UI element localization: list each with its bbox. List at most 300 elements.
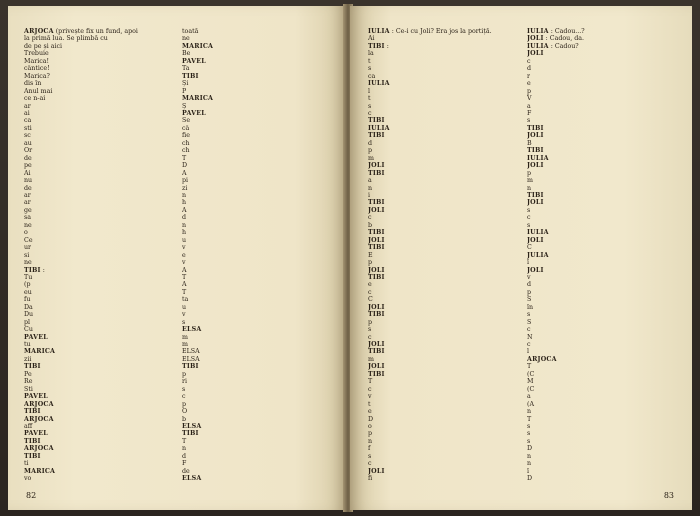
dialogue-text: u — [182, 236, 187, 244]
dialogue-text: d — [368, 139, 373, 147]
dialogue-line — [527, 73, 678, 80]
dialogue-text: de — [24, 184, 32, 192]
dialogue-text: c — [527, 326, 531, 334]
dialogue-text: Du — [24, 311, 34, 319]
dialogue-text: (C — [527, 370, 535, 378]
dialogue-text: F — [527, 109, 532, 117]
dialogue-line — [368, 401, 519, 408]
dialogue-line — [368, 140, 519, 147]
dialogue-text: : — [386, 42, 389, 50]
dialogue-text: au — [24, 139, 32, 147]
dialogue-text: P — [182, 87, 187, 95]
dialogue-line — [24, 356, 174, 363]
dialogue-line — [368, 162, 519, 169]
dialogue-line — [368, 378, 519, 385]
dialogue-text: sc — [24, 132, 31, 140]
dialogue-text: C — [527, 244, 532, 252]
dialogue-text: n — [182, 191, 187, 199]
dialogue-text: vo — [24, 475, 32, 480]
dialogue-text: d — [182, 214, 187, 222]
dialogue-line — [368, 371, 519, 378]
speaker-name: IULIA — [368, 124, 390, 132]
dialogue-text: S — [527, 296, 532, 304]
dialogue-text: p — [527, 288, 532, 296]
dialogue-line — [24, 363, 174, 370]
dialogue-line — [527, 334, 678, 341]
dialogue-line — [182, 453, 332, 460]
dialogue-text: m — [368, 154, 374, 162]
dialogue-line — [182, 50, 332, 57]
dialogue-text: n — [527, 452, 532, 460]
dialogue-line — [182, 289, 332, 296]
dialogue-text: ne — [182, 35, 190, 43]
dialogue-line — [182, 334, 332, 341]
dialogue-line — [527, 319, 678, 326]
dialogue-text: D — [182, 162, 188, 170]
dialogue-line — [527, 341, 678, 348]
dialogue-text: ur — [24, 244, 32, 252]
dialogue-line — [527, 304, 678, 311]
speaker-name: PAVEL — [182, 109, 206, 117]
dialogue-text: ai — [24, 109, 30, 117]
dialogue-line — [527, 80, 678, 87]
dialogue-line — [368, 296, 519, 303]
dialogue-line — [527, 356, 678, 363]
dialogue-text: Tu — [24, 273, 33, 281]
dialogue-line — [182, 438, 332, 445]
dialogue-line — [24, 199, 174, 206]
dialogue-line — [182, 140, 332, 147]
dialogue-text: m — [182, 341, 188, 349]
dialogue-line — [368, 348, 519, 355]
dialogue-text: n — [527, 184, 532, 192]
dialogue-text: l — [527, 348, 530, 356]
dialogue-line — [368, 453, 519, 460]
dialogue-line — [182, 475, 332, 480]
dialogue-line — [527, 95, 678, 102]
dialogue-line — [24, 244, 174, 251]
dialogue-line — [368, 438, 519, 445]
dialogue-text: i — [368, 191, 371, 199]
dialogue-line — [368, 103, 519, 110]
dialogue-text: Ce — [24, 236, 33, 244]
speaker-name: TIBI — [368, 117, 385, 125]
dialogue-line — [24, 147, 174, 154]
dialogue-text: A — [182, 281, 187, 289]
dialogue-text: u — [182, 303, 187, 311]
dialogue-line — [527, 445, 678, 452]
dialogue-text: t — [368, 400, 371, 408]
speaker-name: JOLI — [527, 50, 544, 58]
dialogue-text: : Cadou, da. — [545, 35, 585, 43]
dialogue-line — [182, 103, 332, 110]
dialogue-line — [368, 28, 519, 35]
dialogue-line — [24, 423, 174, 430]
dialogue-line — [527, 289, 678, 296]
dialogue-text: D — [527, 445, 533, 453]
dialogue-text: Marica? — [24, 72, 50, 80]
dialogue-text: c — [368, 385, 372, 393]
speaker-name: TIBI — [368, 169, 385, 177]
dialogue-line — [368, 416, 519, 423]
dialogue-line — [24, 267, 174, 274]
dialogue-line — [24, 453, 174, 460]
speaker-name: IULIA — [527, 42, 549, 50]
dialogue-line — [368, 35, 519, 42]
dialogue-text: la primă lua. Se plimbă cu — [24, 35, 108, 43]
dialogue-text: d — [527, 281, 532, 289]
dialogue-line — [24, 237, 174, 244]
dialogue-text: de — [182, 467, 190, 475]
dialogue-text: aff — [24, 423, 33, 431]
dialogue-line — [182, 386, 332, 393]
dialogue-line — [24, 132, 174, 139]
dialogue-text: de — [24, 154, 32, 162]
dialogue-line — [24, 430, 174, 437]
dialogue-line — [527, 423, 678, 430]
dialogue-line — [527, 460, 678, 467]
dialogue-line — [527, 65, 678, 72]
speaker-name: ELSA — [182, 326, 202, 334]
right-page-column-2 — [527, 28, 678, 480]
dialogue-line — [368, 244, 519, 251]
dialogue-text: a — [368, 177, 372, 185]
speaker-name: ARJOCA — [24, 28, 54, 35]
dialogue-line — [368, 170, 519, 177]
dialogue-line — [527, 371, 678, 378]
dialogue-line — [182, 237, 332, 244]
left-page-column-2 — [182, 28, 332, 480]
dialogue-text: d — [527, 65, 532, 73]
dialogue-line — [368, 95, 519, 102]
dialogue-line — [24, 304, 174, 311]
dialogue-text: C — [368, 296, 373, 304]
dialogue-line — [527, 453, 678, 460]
dialogue-text: f — [368, 445, 371, 453]
dialogue-text: ge — [24, 206, 32, 214]
dialogue-line — [527, 177, 678, 184]
dialogue-text: pl — [24, 318, 31, 326]
right-page-column-1 — [368, 28, 519, 480]
dialogue-line — [527, 468, 678, 475]
speaker-name: TIBI — [368, 244, 385, 252]
dialogue-text: c — [527, 341, 531, 349]
dialogue-text: ne — [24, 259, 32, 267]
dialogue-text: t — [368, 57, 371, 65]
dialogue-line — [182, 65, 332, 72]
dialogue-text: (privește fix un fund, apoi — [55, 28, 138, 35]
dialogue-text: sti — [24, 124, 32, 132]
dialogue-line — [24, 177, 174, 184]
dialogue-text: : Cadou? — [550, 42, 579, 50]
dialogue-line — [182, 170, 332, 177]
dialogue-line — [527, 311, 678, 318]
dialogue-text: n — [527, 408, 532, 416]
dialogue-text: b — [368, 221, 373, 229]
dialogue-line — [368, 475, 519, 480]
dialogue-text: ca — [24, 117, 32, 125]
speaker-name: JOLI — [368, 236, 385, 244]
dialogue-line — [527, 408, 678, 415]
dialogue-line — [182, 229, 332, 236]
dialogue-line — [527, 125, 678, 132]
dialogue-line — [368, 445, 519, 452]
speaker-name: MARICA — [24, 348, 56, 356]
dialogue-text: zi — [182, 184, 188, 192]
dialogue-line — [24, 80, 174, 87]
dialogue-line — [368, 222, 519, 229]
dialogue-text: d — [182, 452, 187, 460]
dialogue-line — [182, 80, 332, 87]
dialogue-line — [182, 95, 332, 102]
dialogue-text: c — [368, 288, 372, 296]
dialogue-text: n — [368, 437, 373, 445]
dialogue-text: Se — [182, 117, 191, 125]
dialogue-line — [182, 445, 332, 452]
dialogue-text: Ai — [24, 169, 31, 177]
dialogue-line — [368, 117, 519, 124]
dialogue-line — [24, 274, 174, 281]
dialogue-text: Pe — [24, 370, 32, 378]
dialogue-text: h — [182, 199, 187, 207]
dialogue-text: e — [182, 251, 186, 259]
dialogue-text: v — [527, 273, 531, 281]
dialogue-line — [527, 244, 678, 251]
dialogue-text: T — [182, 288, 187, 296]
dialogue-line — [527, 438, 678, 445]
dialogue-text: s — [527, 221, 531, 229]
dialogue-line — [182, 267, 332, 274]
dialogue-text: fi — [368, 475, 373, 480]
dialogue-line — [527, 475, 678, 480]
dialogue-line — [182, 43, 332, 50]
dialogue-text: D — [368, 415, 374, 423]
dialogue-text: T — [527, 363, 532, 371]
dialogue-line — [24, 192, 174, 199]
dialogue-line — [24, 378, 174, 385]
speaker-name: TIBI — [368, 370, 385, 378]
dialogue-text: ti — [24, 460, 29, 468]
dialogue-text: nu — [24, 177, 33, 185]
dialogue-text: Marica! — [24, 57, 50, 65]
dialogue-line — [24, 475, 174, 480]
dialogue-line — [24, 222, 174, 229]
speaker-name: PAVEL — [182, 57, 206, 65]
speaker-name: TIBI — [368, 348, 385, 356]
dialogue-line — [182, 35, 332, 42]
dialogue-text: v — [368, 393, 372, 401]
dialogue-line — [24, 117, 174, 124]
dialogue-line — [182, 326, 332, 333]
dialogue-line — [24, 311, 174, 318]
dialogue-line — [24, 140, 174, 147]
dialogue-line — [368, 408, 519, 415]
speaker-name: JOLI — [527, 199, 544, 207]
dialogue-line — [527, 147, 678, 154]
speaker-name: JOLI — [368, 467, 385, 475]
dialogue-line — [182, 185, 332, 192]
speaker-name: JOLI — [368, 341, 385, 349]
dialogue-text: p — [368, 147, 373, 155]
dialogue-line — [527, 117, 678, 124]
dialogue-line — [182, 371, 332, 378]
speaker-name: TIBI — [24, 363, 41, 371]
dialogue-line — [527, 192, 678, 199]
dialogue-text: E — [368, 251, 373, 259]
dialogue-text: (C — [527, 385, 535, 393]
dialogue-line — [182, 423, 332, 430]
dialogue-line — [182, 348, 332, 355]
dialogue-line — [368, 199, 519, 206]
dialogue-line — [182, 468, 332, 475]
dialogue-line — [368, 341, 519, 348]
dialogue-line — [368, 311, 519, 318]
dialogue-line — [24, 35, 174, 42]
speaker-name: PAVEL — [24, 393, 48, 401]
dialogue-line — [182, 162, 332, 169]
dialogue-line — [527, 110, 678, 117]
dialogue-line — [368, 132, 519, 139]
speaker-name: IULIA — [527, 229, 549, 237]
dialogue-line — [24, 393, 174, 400]
speaker-name: TIBI — [24, 266, 41, 274]
dialogue-line — [368, 110, 519, 117]
speaker-name: MARICA — [24, 467, 56, 475]
dialogue-line — [182, 259, 332, 266]
dialogue-line — [182, 460, 332, 467]
dialogue-line — [24, 468, 174, 475]
dialogue-line — [182, 117, 332, 124]
dialogue-text: l — [368, 87, 371, 95]
dialogue-line — [24, 170, 174, 177]
speaker-name: TIBI — [368, 132, 385, 140]
dialogue-line — [368, 252, 519, 259]
dialogue-line — [24, 319, 174, 326]
dialogue-text: sa — [24, 214, 31, 222]
dialogue-line — [182, 110, 332, 117]
speaker-name: JOLI — [368, 162, 385, 170]
dialogue-text: ELSA — [182, 348, 200, 356]
dialogue-text: fie — [182, 132, 190, 140]
speaker-name: TIBI — [527, 191, 544, 199]
speaker-name: ELSA — [182, 423, 202, 431]
dialogue-text: s — [182, 318, 186, 326]
dialogue-line — [182, 274, 332, 281]
dialogue-text: s — [527, 423, 531, 431]
dialogue-line — [368, 147, 519, 154]
dialogue-line — [24, 401, 174, 408]
dialogue-text: s — [368, 102, 372, 110]
dialogue-text: : Cadou...? — [550, 28, 585, 35]
dialogue-line — [368, 214, 519, 221]
dialogue-text: Cu — [24, 326, 33, 334]
speaker-name: TIBI — [182, 430, 199, 438]
speaker-name: MARICA — [182, 95, 214, 103]
dialogue-text: p — [368, 259, 373, 267]
dialogue-text: r — [527, 72, 531, 80]
dialogue-text: s — [527, 206, 531, 214]
dialogue-line — [527, 386, 678, 393]
dialogue-text: n — [527, 460, 532, 468]
dialogue-line — [368, 185, 519, 192]
dialogue-line — [182, 296, 332, 303]
dialogue-line — [182, 311, 332, 318]
dialogue-line — [368, 237, 519, 244]
dialogue-text: Re — [24, 378, 33, 386]
dialogue-line — [182, 28, 332, 35]
dialogue-line — [368, 43, 519, 50]
speaker-name: TIBI — [368, 199, 385, 207]
dialogue-text: (A — [527, 400, 535, 408]
dialogue-line — [24, 65, 174, 72]
dialogue-text: c — [368, 214, 372, 222]
speaker-name: JOLI — [527, 162, 544, 170]
speaker-name: ELSA — [182, 475, 202, 480]
dialogue-text: v — [182, 259, 186, 267]
dialogue-text: ch — [182, 139, 190, 147]
dialogue-line — [182, 177, 332, 184]
dialogue-line — [368, 289, 519, 296]
dialogue-text: T — [182, 273, 187, 281]
dialogue-text: cântice! — [24, 65, 50, 73]
dialogue-line — [527, 50, 678, 57]
dialogue-line — [24, 73, 174, 80]
speaker-name: PAVEL — [24, 333, 48, 341]
dialogue-text: si — [24, 251, 30, 259]
dialogue-text: n — [182, 221, 187, 229]
dialogue-text: p — [368, 430, 373, 438]
dialogue-line — [527, 430, 678, 437]
speaker-name: JOLI — [368, 266, 385, 274]
dialogue-line — [24, 110, 174, 117]
dialogue-line — [527, 155, 678, 162]
left-page-column-1 — [24, 28, 174, 480]
dialogue-text: î — [527, 467, 530, 475]
dialogue-line — [527, 103, 678, 110]
dialogue-text: s — [182, 385, 186, 393]
dialogue-line — [182, 430, 332, 437]
speaker-name: JOLI — [527, 236, 544, 244]
dialogue-line — [368, 50, 519, 57]
dialogue-line — [182, 304, 332, 311]
dialogue-line — [368, 281, 519, 288]
dialogue-line — [368, 229, 519, 236]
dialogue-line — [24, 371, 174, 378]
dialogue-line — [368, 386, 519, 393]
dialogue-text: ELSA — [182, 355, 200, 363]
dialogue-line — [182, 155, 332, 162]
dialogue-line — [182, 401, 332, 408]
dialogue-line — [368, 177, 519, 184]
dialogue-line — [182, 207, 332, 214]
dialogue-line — [24, 326, 174, 333]
dialogue-line — [368, 334, 519, 341]
dialogue-line — [182, 393, 332, 400]
dialogue-line — [527, 378, 678, 385]
speaker-name: TIBI — [527, 147, 544, 155]
dialogue-text: A — [182, 206, 187, 214]
dialogue-text: v — [182, 311, 186, 319]
dialogue-line — [368, 274, 519, 281]
left-page — [8, 6, 346, 510]
dialogue-line — [24, 341, 174, 348]
dialogue-line — [24, 88, 174, 95]
speaker-name: TIBI — [182, 72, 199, 80]
dialogue-text: o — [24, 229, 28, 237]
dialogue-line — [24, 445, 174, 452]
dialogue-text: în — [527, 303, 534, 311]
dialogue-line — [24, 103, 174, 110]
